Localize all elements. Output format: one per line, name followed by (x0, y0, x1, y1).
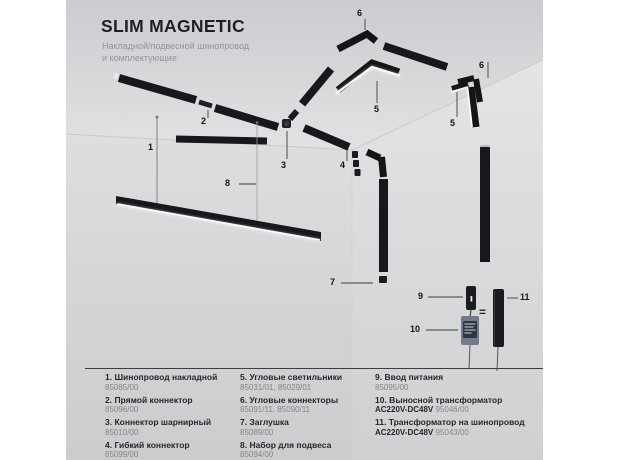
surface-track-floating (176, 139, 267, 141)
callout-4: 4 (340, 160, 346, 170)
page-title: SLIM MAGNETIC (101, 15, 245, 36)
legend-item-sku: 85095/00 (375, 382, 409, 392)
legend-item-3 (105, 418, 235, 437)
callout-8: 8 (225, 178, 231, 188)
legend-item-title: 11. Трансформатор на шинопровод (375, 417, 525, 427)
wall-track-vertical-right (481, 146, 490, 262)
legend-item-10 (375, 396, 543, 415)
page-subtitle (102, 40, 249, 64)
legend-item-sku: 85010/00 (105, 427, 139, 437)
legend-item-title: 10. Выносной трансформатор (375, 394, 503, 405)
legend-item-title: 5. Угловые светильники (240, 372, 343, 382)
legend-item-title: 1. Шинопровод накладной (105, 372, 218, 382)
cable-canopy (256, 121, 259, 124)
end-cap (379, 276, 387, 283)
legend-item-sku: 85085/00 (105, 382, 139, 392)
legend-item-sku (375, 428, 543, 437)
legend-item-sku: 85091/11, 85090/11 (240, 405, 310, 414)
legend-item-title: 4. Гибкий коннектор (105, 439, 190, 450)
legend-item-8 (240, 441, 370, 460)
legend-item-5 (240, 373, 370, 392)
legend-item-title: 9. Ввод питания (375, 372, 444, 382)
legend-item-title: 2. Прямой коннектор (105, 394, 193, 405)
callout-3: 3 (281, 160, 287, 170)
legend-item-sku: 85089/00 (240, 427, 274, 437)
callout-6a: 6 (357, 8, 363, 18)
callout-5b: 5 (450, 118, 456, 128)
callout-1: 1 (148, 142, 154, 152)
legend-item-title: 7. Заглушка (240, 417, 289, 427)
legend-item-6 (240, 396, 370, 415)
callout-2: 2 (201, 116, 207, 126)
callout-10: 10 (410, 324, 421, 334)
legend-item-9 (375, 373, 543, 392)
legend-item-voltage: AC220V-DC48V (375, 427, 434, 437)
legend-column-2 (240, 373, 370, 460)
legend-item-sku-code: 95043/00 (435, 427, 469, 437)
legend-item-voltage: AC220V-DC48V (375, 405, 434, 414)
legend-item-4 (105, 441, 235, 460)
legend-item-sku: 85096/00 (105, 405, 139, 414)
callout-11: 11 (520, 292, 530, 302)
legend-column-1 (105, 373, 235, 460)
equals-sign: = (479, 305, 487, 319)
page-subtitle-line2: и комплектующие (102, 53, 177, 63)
legend-item-sku: 85094/00 (240, 450, 274, 459)
legend-item-sku-code: 95046/00 (435, 405, 469, 414)
callout-7: 7 (330, 277, 336, 287)
legend-item-11 (375, 418, 543, 437)
legend-item-7 (240, 418, 370, 437)
legend-item-title: 8. Набор для подвеса (240, 439, 332, 450)
hinge-connector (282, 119, 291, 128)
callout-9: 9 (418, 291, 424, 301)
legend-item-1 (105, 373, 235, 392)
legend-item-sku (375, 405, 543, 414)
legend-item-sku: 85099/00 (105, 450, 139, 459)
callout-5a: 5 (374, 104, 380, 114)
legend-item-sku: 85031/01, 85029/01 (240, 382, 312, 392)
legend-item-2 (105, 396, 235, 415)
legend-item-title: 3. Коннектор шарнирный (105, 417, 212, 427)
callout-6b: 6 (479, 60, 485, 70)
legend-column-3 (375, 373, 543, 441)
cable-canopy (156, 116, 159, 119)
legend-item-title: 6. Угловые коннекторы (240, 394, 339, 405)
legend-divider (85, 368, 543, 369)
page-subtitle-line1: Накладной/подвесной шинопровод (102, 41, 250, 51)
